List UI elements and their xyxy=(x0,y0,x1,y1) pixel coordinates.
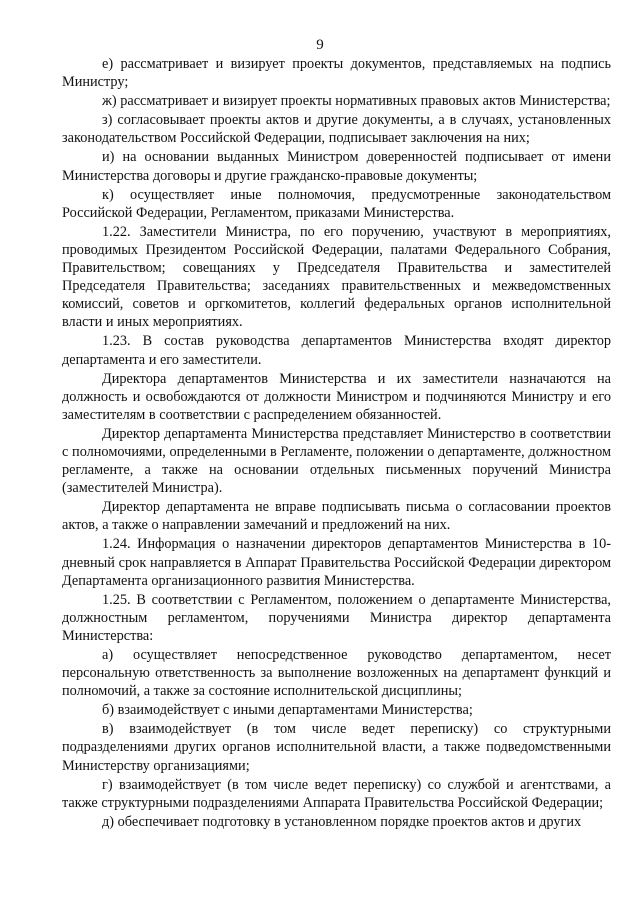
paragraph: з) согласовывает проекты актов и другие документы, а в случаях, установленных законодательством Российской Федерации, подписывает заключения на них; xyxy=(62,112,611,147)
paragraph: 1.25. В соответствии с Регламентом, положением о департаменте Министерства, должностным регламентом, поручениями Министра директор департамента Министерства: xyxy=(62,591,611,644)
paragraph: 1.23. В состав руководства департаментов Министерства входят директор департамента и его заместители. xyxy=(62,333,611,368)
paragraph: д) обеспечивает подготовку в установленном порядке проектов актов и других xyxy=(102,813,582,830)
paragraph: е) рассматривает и визирует проекты документов, представляемых на подпись Министру; xyxy=(62,56,611,91)
paragraph: 1.24. Информация о назначении директоров департаментов Министерства в 10-дневный срок направляется в Аппарат Правительства Российской Федерации директором Департамента организационного развития Министерства. xyxy=(62,536,611,589)
paragraph: б) взаимодействует с иными департаментами Министерства; xyxy=(102,702,473,719)
page-number: 9 xyxy=(316,37,324,53)
paragraph: в) взаимодействует (в том числе ведет переписку) со структурными подразделениями других органов исполнительной власти, а также подведомственными Министерству организациями; xyxy=(62,721,611,774)
paragraph: Директора департаментов Министерства и их заместители назначаются на должность и освобождаются от должности Министром и подчиняются Министру и его заместителям в соответствии с распределением обязанностей. xyxy=(62,370,611,423)
paragraph: 1.22. Заместители Министра, по его поручению, участвуют в мероприятиях, проводимых Президентом Российской Федерации, палатами Федерального Собрания, Правительством; совещаниях у Председателя Правительства и заместителей Председателя Правительства; заседаниях правительственных и межведомственных комиссий, советов и оргкомитетов, коллегий федеральных органов исполнительной власти и иных мероприятиях. xyxy=(62,223,611,331)
paragraph: и) на основании выданных Министром доверенностей подписывает от имени Министерства договоры и другие гражданско-правовые документы; xyxy=(62,149,611,184)
paragraph: Директор департамента не вправе подписывать письма о согласовании проектов актов, а также о направлении замечаний и предложений на них. xyxy=(62,499,611,534)
paragraph: к) осуществляет иные полномочия, предусмотренные законодательством Российской Федерации, Регламентом, приказами Министерства. xyxy=(62,186,611,221)
paragraph: Директор департамента Министерства представляет Министерство в соответствии с полномочиями, определенными в Регламенте, положении о департаменте, должностном регламенте, а также на основании отдельных письменных поручений Министра (заместителей Министра). xyxy=(62,425,611,497)
paragraph: г) взаимодействует (в том числе ведет переписку) со службой и агентствами, а также структурными подразделениями Аппарата Правительства Российской Федерации; xyxy=(62,776,611,811)
paragraph: ж) рассматривает и визирует проекты нормативных правовых актов Министерства; xyxy=(102,93,611,110)
paragraph: а) осуществляет непосредственное руководство департаментом, несет персональную ответственность за выполнение возложенных на департамент функций и полномочий, а также за состояние исполнительской дисциплины; xyxy=(62,647,611,700)
document-body xyxy=(62,55,611,832)
